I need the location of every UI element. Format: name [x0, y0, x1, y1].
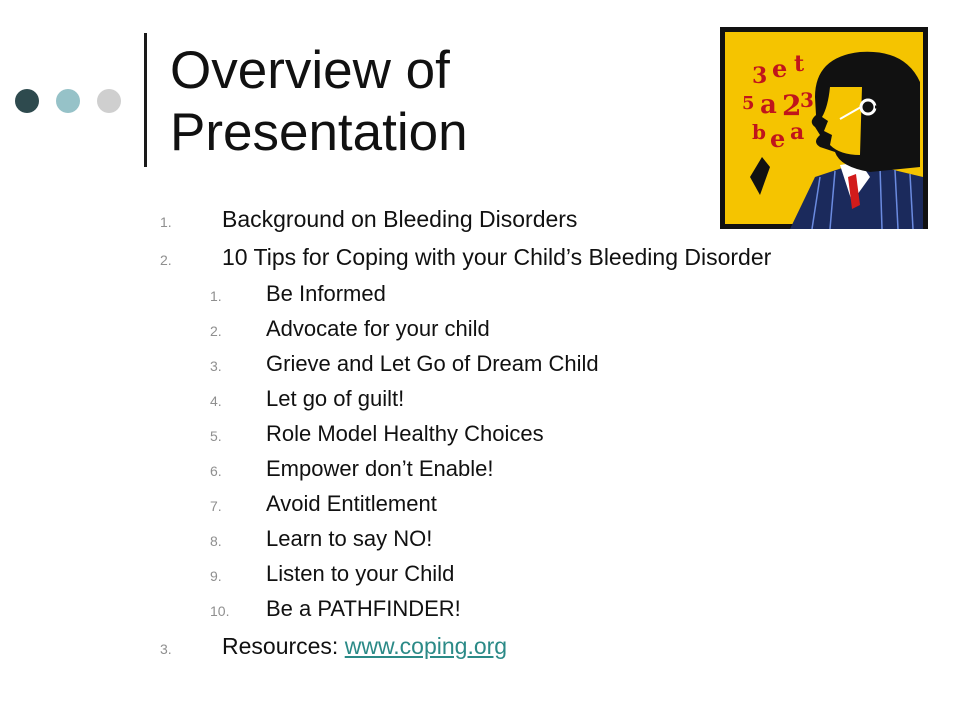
- svg-text:3: 3: [800, 88, 814, 112]
- decor-dot-light: [97, 89, 121, 113]
- svg-text:t: t: [794, 51, 805, 77]
- item-number: 1.: [160, 214, 172, 230]
- outline-item-2: [160, 238, 920, 276]
- outline-list: [160, 200, 920, 666]
- tip-item: [160, 521, 920, 556]
- svg-text:e: e: [770, 124, 786, 153]
- svg-text:3: 3: [752, 63, 768, 89]
- decor-dot-dark: [15, 89, 39, 113]
- svg-text:e: e: [772, 54, 788, 83]
- title-line-1: Overview of: [170, 41, 450, 100]
- title-divider: [144, 33, 147, 167]
- tip-item: [160, 381, 920, 416]
- svg-text:a: a: [760, 90, 777, 120]
- slide-title: [170, 40, 468, 164]
- tip-text: Grieve and Let Go of Dream Child: [266, 351, 599, 376]
- tip-item: [160, 346, 920, 381]
- tip-number: 3.: [210, 358, 222, 374]
- speaking-man-clipart-icon: [720, 27, 928, 229]
- tip-text: Advocate for your child: [266, 316, 490, 341]
- item-number: 2.: [160, 252, 172, 268]
- item-text: 10 Tips for Coping with your Child’s Bleeding Disorder: [222, 244, 772, 270]
- tip-item: [160, 451, 920, 486]
- tip-number: 9.: [210, 568, 222, 584]
- svg-text:b: b: [752, 120, 766, 144]
- title-line-2: Presentation: [170, 103, 468, 162]
- svg-text:a: a: [790, 119, 805, 145]
- tip-number: 10.: [210, 603, 230, 619]
- tip-number: 1.: [210, 288, 222, 304]
- tip-item: [160, 311, 920, 346]
- tip-text: Be a PATHFINDER!: [266, 596, 461, 621]
- resources-label: Resources:: [222, 633, 345, 659]
- tip-item: [160, 276, 920, 311]
- tip-number: 7.: [210, 498, 222, 514]
- tip-text: Be Informed: [266, 281, 386, 306]
- outline-item-3: [160, 626, 920, 666]
- tip-item: [160, 556, 920, 591]
- item-text: Background on Bleeding Disorders: [222, 206, 578, 232]
- decor-dot-mid: [56, 89, 80, 113]
- tip-number: 6.: [210, 463, 222, 479]
- resources-link[interactable]: www.coping.org: [344, 633, 508, 659]
- item-text: [222, 626, 507, 666]
- tip-text: Learn to say NO!: [266, 526, 433, 551]
- tip-number: 4.: [210, 393, 222, 409]
- tip-text: Avoid Entitlement: [266, 491, 437, 516]
- tip-number: 5.: [210, 428, 222, 444]
- svg-text:2: 2: [782, 89, 802, 122]
- tip-text: Let go of guilt!: [266, 386, 405, 411]
- tip-number: 2.: [210, 323, 222, 339]
- outline-item-1: [160, 200, 920, 238]
- tip-item: [160, 486, 920, 521]
- tip-text: Role Model Healthy Choices: [266, 421, 544, 446]
- tip-text: Listen to your Child: [266, 561, 455, 586]
- tip-item: [160, 416, 920, 451]
- tip-item: [160, 591, 920, 626]
- item-number: 3.: [160, 641, 172, 657]
- tip-number: 8.: [210, 533, 222, 549]
- svg-text:5: 5: [742, 93, 755, 114]
- tip-text: Empower don’t Enable!: [266, 456, 494, 481]
